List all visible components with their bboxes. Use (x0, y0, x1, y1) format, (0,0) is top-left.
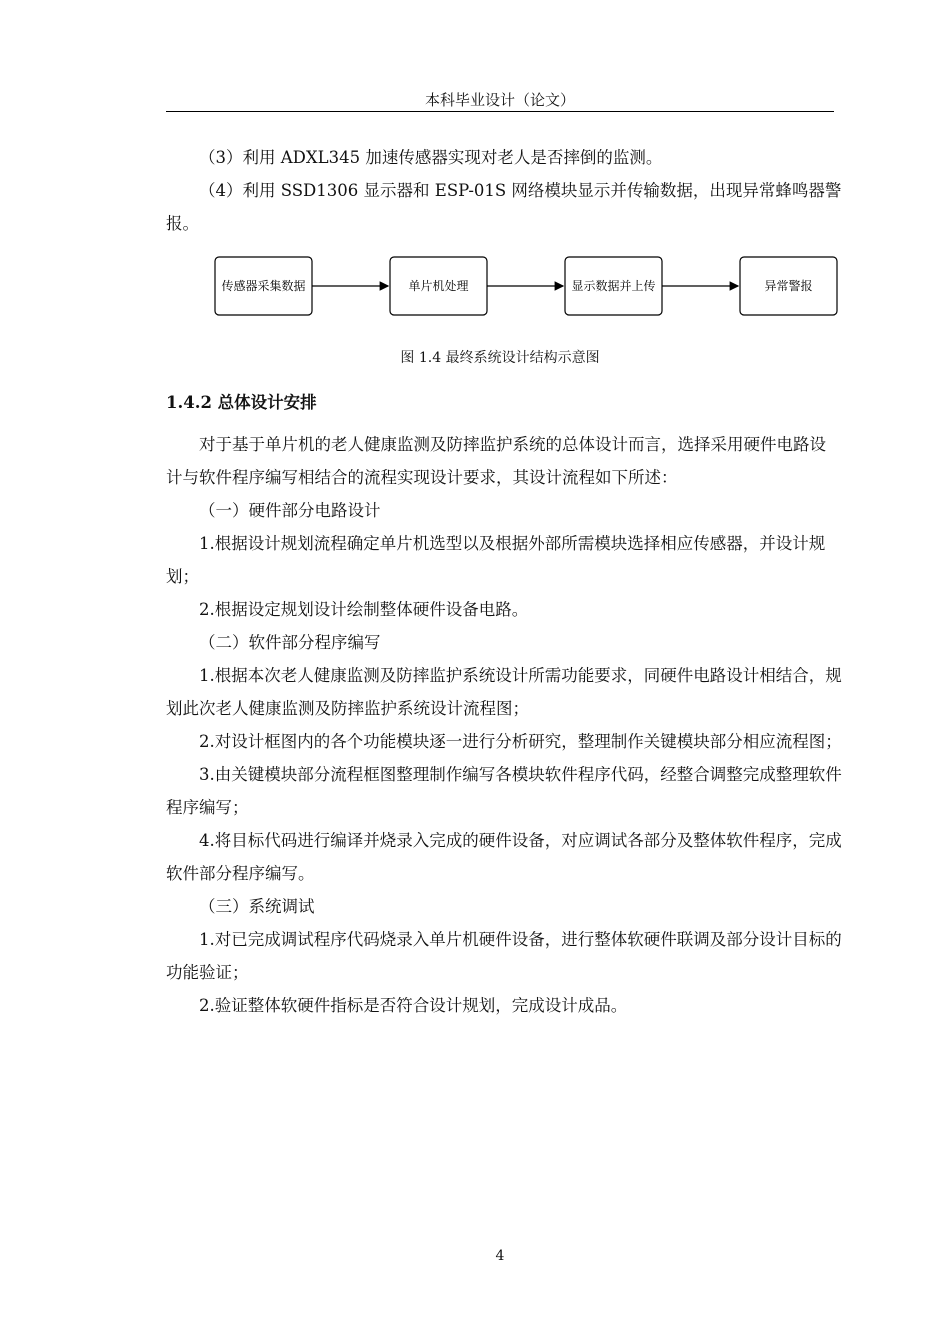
header-rule (166, 111, 834, 112)
section-heading: 1.4.2 总体设计安排 (166, 393, 317, 412)
page-number: 4 (495, 1248, 505, 1264)
figure-caption: 图 1.4 最终系统设计结构示意图 (400, 350, 600, 366)
system-structure-diagram (210, 254, 844, 322)
subheading-debug: （三）系统调试 (199, 897, 315, 916)
intro-paragraph-3: （3）利用 ADXL345 加速传感器实现对老人是否摔倒的监测。 (199, 148, 663, 167)
software-step-2: 2.对设计框图内的各个功能模块逐一进行分析研究，整理制作关键模块部分相应流程图； (199, 732, 842, 751)
debug-step-1: 1.对已完成调试程序代码烧录入单片机硬件设备，进行整体软硬件联调及部分设计目标的功能验证； (166, 930, 842, 982)
section-body (166, 428, 842, 1022)
subheading-hardware: （一）硬件部分电路设计 (199, 501, 381, 520)
software-step-4: 4.将目标代码进行编译并烧录入完成的硬件设备，对应调试各部分及整体软件程序，完成软件部分程序编写。 (166, 831, 842, 883)
debug-step-2: 2.验证整体软硬件指标是否符合设计规划，完成设计成品。 (199, 996, 628, 1015)
overview-paragraph: 对于基于单片机的老人健康监测及防摔监护系统的总体设计而言，选择采用硬件电路设计与软件程序编写相结合的流程实现设计要求，其设计流程如下所述： (166, 435, 826, 487)
hardware-step-2: 2.根据设定规划设计绘制整体硬件设备电路。 (199, 600, 529, 619)
box-label-3: 显示数据并上传 (571, 279, 656, 293)
software-step-3: 3.由关键模块部分流程框图整理制作编写各模块软件程序代码，经整合调整完成整理软件程序编写； (166, 765, 842, 817)
box-label-1: 传感器采集数据 (221, 279, 306, 293)
hardware-step-1: 1.根据设计规划流程确定单片机选型以及根据外部所需模块选择相应传感器，并设计规划； (166, 534, 826, 586)
subheading-software: （二）软件部分程序编写 (199, 633, 381, 652)
software-step-1: 1.根据本次老人健康监测及防摔监护系统设计所需功能要求，同硬件电路设计相结合，规划此次老人健康监测及防摔监护系统设计流程图； (166, 666, 842, 718)
box-label-4: 异常警报 (764, 279, 813, 293)
intro-text (166, 141, 842, 240)
page-header: 本科毕业设计（论文） (424, 91, 575, 109)
box-label-2: 单片机处理 (408, 279, 469, 293)
intro-paragraph-4: （4）利用 SSD1306 显示器和 ESP-01S 网络模块显示并传输数据，出现异常蜂鸣器警报。 (166, 181, 842, 233)
